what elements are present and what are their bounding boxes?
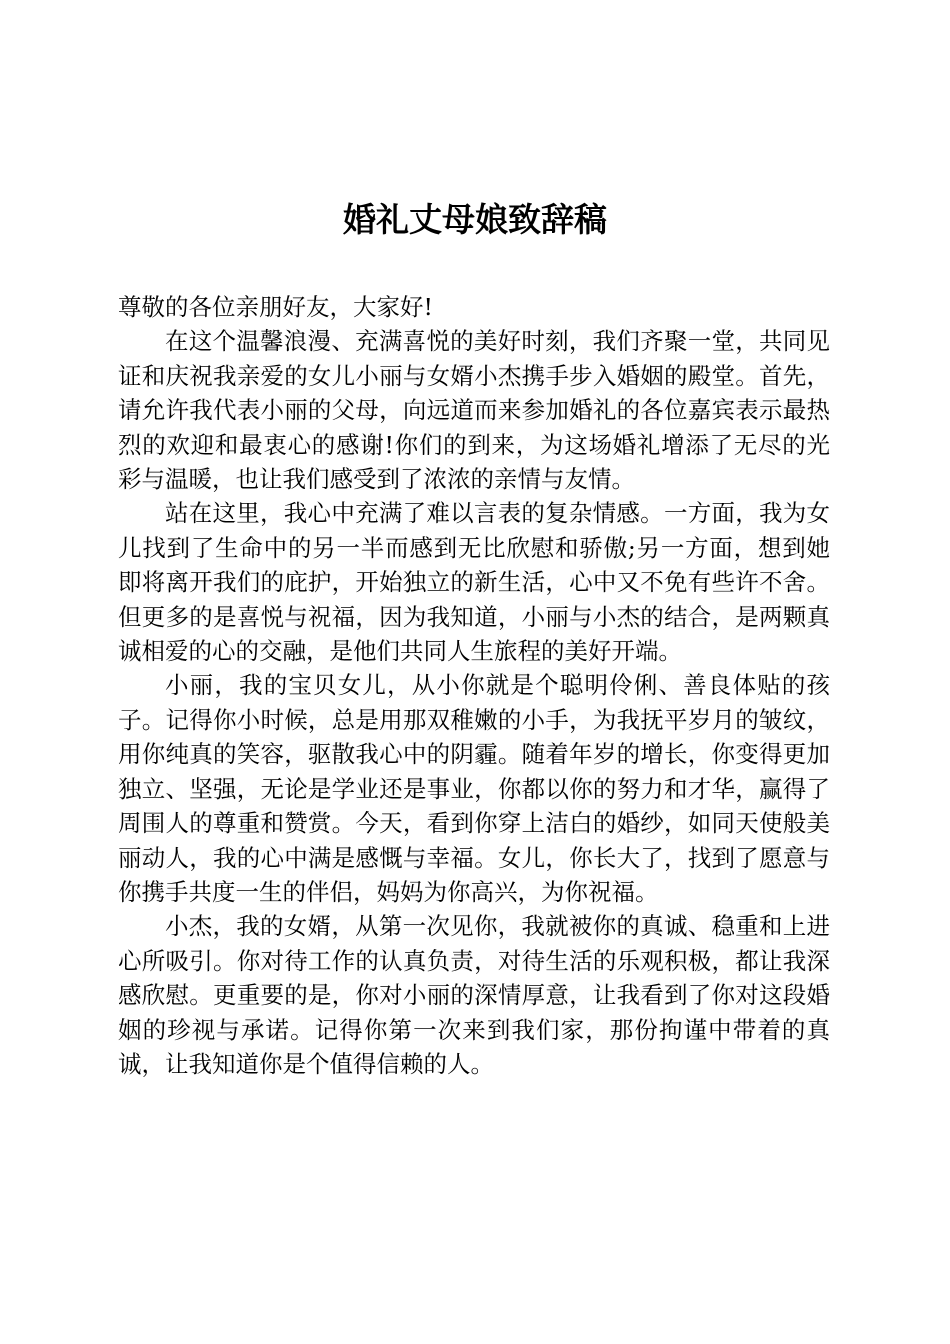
document-title: 婚礼丈母娘致辞稿 [343, 200, 607, 239]
greeting-line: 尊敬的各位亲朋好友，大家好! [118, 293, 433, 321]
paragraph-emotions: 站在这里，我心中充满了难以言表的复杂情感。一方面，我为女儿找到了生命中的另一半而感到无比欣慰和骄傲;另一方面，想到她即将离开我们的庇护，开始独立的新生活，心中又不免有些许不舍。但更多的是喜悦与祝福，因为我知道，小丽与小杰的结合，是两颗真诚相爱的心的交融，是他们共同人生旅程的美好开端。 [118, 499, 830, 666]
paragraph-welcome: 在这个温馨浪漫、充满喜悦的美好时刻，我们齐聚一堂，共同见证和庆祝我亲爱的女儿小丽与女婿小杰携手步入婚姻的殿堂。首先，请允许我代表小丽的父母，向远道而来参加婚礼的各位嘉宾表示最热烈的欢迎和最衷心的感谢!你们的到来，为这场婚礼增添了无尽的光彩与温暖，也让我们感受到了浓浓的亲情与友情。 [118, 327, 830, 494]
paragraph-son-in-law: 小杰，我的女婿，从第一次见你，我就被你的真诚、稳重和上进心所吸引。你对待工作的认真负责，对待生活的乐观积极，都让我深感欣慰。更重要的是，你对小丽的深情厚意，让我看到了你对这段婚姻的珍视与承诺。记得你第一次来到我们家，那份拘谨中带着的真诚，让我知道你是个值得信赖的人。 [118, 912, 830, 1078]
document-body [118, 290, 830, 1081]
paragraph-daughter: 小丽，我的宝贝女儿，从小你就是个聪明伶俐、善良体贴的孩子。记得你小时候，总是用那双稚嫩的小手，为我抚平岁月的皱纹，用你纯真的笑容，驱散我心中的阴霾。随着年岁的增长，你变得更加独立、坚强，无论是学业还是事业，你都以你的努力和才华，赢得了周围人的尊重和赞赏。今天，看到你穿上洁白的婚纱，如同天使般美丽动人，我的心中满是感慨与幸福。女儿，你长大了，找到了愿意与你携手共度一生的伴侣，妈妈为你高兴，为你祝福。 [118, 671, 830, 906]
